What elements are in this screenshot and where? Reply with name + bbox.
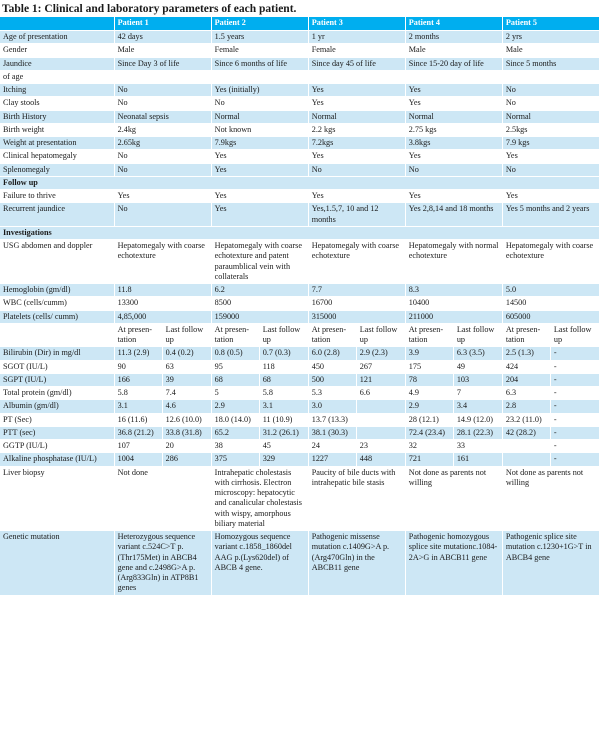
table-cell <box>502 453 550 466</box>
section-heading <box>0 176 600 189</box>
row-label: Platelets (cells/ cumm) <box>0 310 114 323</box>
table-cell: No <box>114 84 211 97</box>
table-cell: - <box>550 387 599 400</box>
table-cell: Male <box>405 44 502 57</box>
table-cell: 42 days <box>114 31 211 44</box>
row-label: Genetic mutation <box>0 531 114 596</box>
table-row <box>0 347 600 360</box>
table-cell: 5 <box>211 387 259 400</box>
table-cell: Hepatomegaly with coarse echotexture <box>502 240 599 284</box>
table-cell: 2 months <box>405 31 502 44</box>
table-cell: Since day 45 of life <box>308 57 405 70</box>
table-cell: 8.3 <box>405 284 502 297</box>
table-cell: 2.75 kgs <box>405 123 502 136</box>
table-cell <box>502 440 550 453</box>
table-row <box>0 310 600 323</box>
table-cell: 448 <box>356 453 405 466</box>
table-cell: Yes <box>405 190 502 203</box>
table-cell: 32 <box>405 440 453 453</box>
row-label: SGPT (IU/L) <box>0 373 114 386</box>
table-cell: Not done <box>114 466 211 531</box>
table-cell: 3.0 <box>308 400 356 413</box>
table-cell: 1.5 years <box>211 31 308 44</box>
section-heading-label: Follow up <box>0 176 600 189</box>
table-cell: No <box>405 163 502 176</box>
table-row <box>0 31 600 44</box>
table-cell: - <box>550 347 599 360</box>
row-label: of age <box>0 70 114 83</box>
row-label: Birth weight <box>0 123 114 136</box>
table-cell: No <box>211 97 308 110</box>
row-label: Weight at presentation <box>0 137 114 150</box>
table-cell: 33.8 (31.8) <box>162 426 211 439</box>
table-cell: 7.2kgs <box>308 137 405 150</box>
table-cell: 1004 <box>114 453 162 466</box>
table-cell: Yes (initially) <box>211 84 308 97</box>
table-cell: Female <box>308 44 405 57</box>
table-cell: Yes <box>308 190 405 203</box>
row-label: Birth History <box>0 110 114 123</box>
section-heading-label: Investigations <box>0 226 600 239</box>
table-cell: 6.3 <box>502 387 550 400</box>
table-cell: 329 <box>259 453 308 466</box>
table-cell: Yes <box>405 84 502 97</box>
at-presentation-label: At presen-tation <box>405 323 453 347</box>
table-cell: 16 (11.6) <box>114 413 162 426</box>
table-row <box>0 123 600 136</box>
table-cell: Since 6 months of life <box>211 57 308 70</box>
table-cell: Yes <box>211 203 308 227</box>
table-cell: 5.3 <box>308 387 356 400</box>
row-label: Liver biopsy <box>0 466 114 531</box>
table-cell: 166 <box>114 373 162 386</box>
row-label: PTT (sec) <box>0 426 114 439</box>
table-cell: Yes <box>114 190 211 203</box>
table-cell: Yes <box>405 97 502 110</box>
table-cell: Yes <box>405 150 502 163</box>
table-cell: 161 <box>453 453 502 466</box>
table-row <box>0 150 600 163</box>
table-cell: 68 <box>211 373 259 386</box>
table-cell: - <box>550 426 599 439</box>
table-cell: Female <box>211 44 308 57</box>
table-cell: 3.4 <box>453 400 502 413</box>
table-cell: Pathogenic splice site mutation c.1230+1G>T in ABCB4 gene <box>502 531 599 596</box>
table-row <box>0 203 600 227</box>
table-cell: Paucity of bile ducts with intrahepatic bile stasis <box>308 466 405 531</box>
table-cell: 121 <box>356 373 405 386</box>
table-cell: Yes,1.5,7, 10 and 12 months <box>308 203 405 227</box>
table-row <box>0 163 600 176</box>
last-follow-up-label: Last follow up <box>259 323 308 347</box>
table-cell: 11 (10.9) <box>259 413 308 426</box>
table-cell: 65.2 <box>211 426 259 439</box>
table-cell <box>308 70 405 83</box>
column-header: Patient 2 <box>211 17 308 31</box>
table-cell: 24 <box>308 440 356 453</box>
table-cell: 14.9 (12.0) <box>453 413 502 426</box>
table-header <box>0 17 600 31</box>
row-label: PT (Sec) <box>0 413 114 426</box>
table-cell: 33 <box>453 440 502 453</box>
table-cell: 450 <box>308 360 356 373</box>
table-cell: 38.1 (30.3) <box>308 426 356 439</box>
table-cell: 13.7 (13.3) <box>308 413 356 426</box>
table-cell: Not done as parents not willing <box>502 466 599 531</box>
table-cell: 6.2 <box>211 284 308 297</box>
last-follow-up-label: Last follow up <box>453 323 502 347</box>
table-row <box>0 426 600 439</box>
table-cell: 7.7 <box>308 284 405 297</box>
row-label: SGOT (IU/L) <box>0 360 114 373</box>
table-cell: 18.0 (14.0) <box>211 413 259 426</box>
column-header: Patient 5 <box>502 17 599 31</box>
lab-subheader <box>0 323 600 347</box>
table-cell: 118 <box>259 360 308 373</box>
table-row <box>0 137 600 150</box>
table-cell: 286 <box>162 453 211 466</box>
table-row <box>0 413 600 426</box>
table-row <box>0 297 600 310</box>
row-label: Hemoglobin (gm/dl) <box>0 284 114 297</box>
row-label: WBC (cells/cumm) <box>0 297 114 310</box>
table-cell: 103 <box>453 373 502 386</box>
table-cell: 3.9 <box>405 347 453 360</box>
at-presentation-label: At presen-tation <box>114 323 162 347</box>
table-cell: 7.9 kgs <box>502 137 599 150</box>
table-cell: No <box>114 97 211 110</box>
table-cell: 90 <box>114 360 162 373</box>
table-cell: 0.7 (0.3) <box>259 347 308 360</box>
table-cell: Male <box>502 44 599 57</box>
row-label: Gender <box>0 44 114 57</box>
table-cell: 605000 <box>502 310 599 323</box>
row-label: USG abdomen and doppler <box>0 240 114 284</box>
table-cell: 78 <box>405 373 453 386</box>
table-cell: - <box>550 400 599 413</box>
row-label: Alkaline phosphatase (IU/L) <box>0 453 114 466</box>
table-cell: Hepatomegaly with normal echotexture <box>405 240 502 284</box>
table-cell <box>356 400 405 413</box>
table-row <box>0 110 600 123</box>
table-row <box>0 190 600 203</box>
table-cell: Not known <box>211 123 308 136</box>
table-cell: - <box>550 413 599 426</box>
table-cell: 68 <box>259 373 308 386</box>
table-cell: 7.9kgs <box>211 137 308 150</box>
row-label: Jaundice <box>0 57 114 70</box>
table-cell: 42 (28.2) <box>502 426 550 439</box>
table-cell: 721 <box>405 453 453 466</box>
row-label: Age of presentation <box>0 31 114 44</box>
last-follow-up-label: Last follow up <box>356 323 405 347</box>
table-cell: No <box>502 97 599 110</box>
table-cell <box>405 70 502 83</box>
table-cell: 6.6 <box>356 387 405 400</box>
last-follow-up-label: Last follow up <box>162 323 211 347</box>
at-presentation-label: At presen-tation <box>308 323 356 347</box>
table-cell: 12.6 (10.0) <box>162 413 211 426</box>
table-row <box>0 466 600 531</box>
table-cell: No <box>502 84 599 97</box>
table-cell: 4.9 <box>405 387 453 400</box>
row-label: Bilirubin (Dir) in mg/dl <box>0 347 114 360</box>
table-cell: 72.4 (23.4) <box>405 426 453 439</box>
table-row <box>0 44 600 57</box>
table-cell: Hepatomegaly with coarse echotexture and patent paraumblical vein with collaterals <box>211 240 308 284</box>
table-cell: Normal <box>502 110 599 123</box>
table-cell: - <box>550 453 599 466</box>
table-cell: No <box>502 163 599 176</box>
table-cell: 175 <box>405 360 453 373</box>
table-cell: 3.1 <box>259 400 308 413</box>
table-row <box>0 531 600 596</box>
table-cell: Hepatomegaly with coarse echotexture <box>114 240 211 284</box>
table-cell: 95 <box>211 360 259 373</box>
table-cell: - <box>550 373 599 386</box>
table-cell: 11.3 (2.9) <box>114 347 162 360</box>
table-cell: - <box>550 440 599 453</box>
table-cell: No <box>114 150 211 163</box>
table-cell: Yes <box>308 84 405 97</box>
table-cell: 1227 <box>308 453 356 466</box>
table-cell: 20 <box>162 440 211 453</box>
table-row <box>0 453 600 466</box>
table-cell: Since 5 months <box>502 57 599 70</box>
table-cell: 63 <box>162 360 211 373</box>
table-cell: Yes <box>308 150 405 163</box>
column-header: Patient 4 <box>405 17 502 31</box>
table-cell: 424 <box>502 360 550 373</box>
table-cell: 8500 <box>211 297 308 310</box>
row-label: Failure to thrive <box>0 190 114 203</box>
table-cell: 0.4 (0.2) <box>162 347 211 360</box>
table-cell: 211000 <box>405 310 502 323</box>
table-row <box>0 57 600 70</box>
row-label: Total protein (gm/dl) <box>0 387 114 400</box>
table-cell: Normal <box>211 110 308 123</box>
table-cell: 7.4 <box>162 387 211 400</box>
table-cell <box>114 70 211 83</box>
table-cell: Yes <box>502 150 599 163</box>
table-row <box>0 284 600 297</box>
table-cell: Heterozygous sequence variant c.524C>T p.(Thr175Met) in ABCB4 gene and c.2498G>A p.(Arg833Gln) in ATP8B1 genes <box>114 531 211 596</box>
table-cell: Normal <box>405 110 502 123</box>
table-cell: 2.5 (1.3) <box>502 347 550 360</box>
table-cell: Yes 2,8,14 and 18 months <box>405 203 502 227</box>
table-cell: Neonatal sepsis <box>114 110 211 123</box>
table-cell: 7 <box>453 387 502 400</box>
table-cell: 204 <box>502 373 550 386</box>
table-cell: 375 <box>211 453 259 466</box>
table-cell: 6.3 (3.5) <box>453 347 502 360</box>
table-cell: Homozygous sequence variant c.1858_1860del AAG p.(Lys620del) of ABCB 4 gene. <box>211 531 308 596</box>
table-cell: 28 (12.1) <box>405 413 453 426</box>
table-cell: 13300 <box>114 297 211 310</box>
table-cell <box>502 70 599 83</box>
row-label: Itching <box>0 84 114 97</box>
table-cell: 11.8 <box>114 284 211 297</box>
table-cell: 4.6 <box>162 400 211 413</box>
table-cell: 2.9 (2.3) <box>356 347 405 360</box>
table-cell: 5.0 <box>502 284 599 297</box>
table-cell: No <box>114 203 211 227</box>
column-header <box>0 17 114 31</box>
table-cell: 2.4kg <box>114 123 211 136</box>
table-cell: 23 <box>356 440 405 453</box>
table-cell: 10400 <box>405 297 502 310</box>
table-row <box>0 70 600 83</box>
table-cell: 3.8kgs <box>405 137 502 150</box>
table-row <box>0 440 600 453</box>
table-cell: Normal <box>308 110 405 123</box>
clinical-parameters-table <box>0 17 600 596</box>
table-row <box>0 84 600 97</box>
table-cell: 2.65kg <box>114 137 211 150</box>
table-cell: 0.8 (0.5) <box>211 347 259 360</box>
table-cell: 2.2 kgs <box>308 123 405 136</box>
table-row <box>0 387 600 400</box>
table-cell: 4,85,000 <box>114 310 211 323</box>
column-header: Patient 3 <box>308 17 405 31</box>
table-row <box>0 373 600 386</box>
table-cell: 159000 <box>211 310 308 323</box>
table-cell: Since Day 3 of life <box>114 57 211 70</box>
table-cell: 23.2 (11.0) <box>502 413 550 426</box>
table-cell: 28.1 (22.3) <box>453 426 502 439</box>
table-row <box>0 240 600 284</box>
table-row <box>0 360 600 373</box>
section-heading <box>0 226 600 239</box>
table-cell: 5.8 <box>259 387 308 400</box>
row-label: Clinical hepatomegaly <box>0 150 114 163</box>
row-label: Recurrent jaundice <box>0 203 114 227</box>
table-cell: 49 <box>453 360 502 373</box>
row-label: Splenomegaly <box>0 163 114 176</box>
last-follow-up-label: Last follow up <box>550 323 599 347</box>
table-cell: 1 yr <box>308 31 405 44</box>
column-header: Patient 1 <box>114 17 211 31</box>
table-cell: No <box>114 163 211 176</box>
table-row <box>0 400 600 413</box>
table-cell: Yes <box>502 190 599 203</box>
row-label: Albumin (gm/dl) <box>0 400 114 413</box>
table-cell: 6.0 (2.8) <box>308 347 356 360</box>
table-cell <box>211 70 308 83</box>
table-cell: 36.8 (21.2) <box>114 426 162 439</box>
at-presentation-label: At presen-tation <box>502 323 550 347</box>
table-cell: No <box>308 163 405 176</box>
table-cell: 2.9 <box>405 400 453 413</box>
table-cell: Yes 5 months and 2 years <box>502 203 599 227</box>
table-cell: 107 <box>114 440 162 453</box>
row-label: Clay stools <box>0 97 114 110</box>
table-cell: Pathogenic homozygous splice site mutationc.1084-2A>G in ABCB11 gene <box>405 531 502 596</box>
table-cell: Since 15-20 day of life <box>405 57 502 70</box>
table-cell: 500 <box>308 373 356 386</box>
table-cell: 31.2 (26.1) <box>259 426 308 439</box>
table-cell: 45 <box>259 440 308 453</box>
table-cell: 39 <box>162 373 211 386</box>
table-cell: 3.1 <box>114 400 162 413</box>
table-cell: Intrahepatic cholestasis with cirrhosis. Electron microscopy: hepatocytic and canalicular cholestasis with wispy, amorphous biliary material <box>211 466 308 531</box>
table-cell: 38 <box>211 440 259 453</box>
table-cell: - <box>550 360 599 373</box>
table-cell: 16700 <box>308 297 405 310</box>
table-title: Table 1: Clinical and laboratory parameters of each patient. <box>2 3 297 15</box>
table-cell: Yes <box>211 163 308 176</box>
table-cell: Hepatomegaly with coarse echotexture <box>308 240 405 284</box>
table-cell: Yes <box>211 150 308 163</box>
table-cell: 2.9 <box>211 400 259 413</box>
table-cell: Pathogenic missense mutation c.1409G>A p.(Arg470Gln) in the ABCB11 gene <box>308 531 405 596</box>
table-cell: Not done as parents not willing <box>405 466 502 531</box>
row-label: GGTP (IU/L) <box>0 440 114 453</box>
table-cell: Male <box>114 44 211 57</box>
table-cell: Yes <box>308 97 405 110</box>
table-cell: 2.5kgs <box>502 123 599 136</box>
table-cell: 5.8 <box>114 387 162 400</box>
table-cell <box>356 413 405 426</box>
table-row <box>0 97 600 110</box>
at-presentation-label: At presen-tation <box>211 323 259 347</box>
table-cell <box>356 426 405 439</box>
table-cell: 14500 <box>502 297 599 310</box>
table-cell: 315000 <box>308 310 405 323</box>
table-cell: 2 yrs <box>502 31 599 44</box>
table-cell: 2.8 <box>502 400 550 413</box>
table-cell: 267 <box>356 360 405 373</box>
table-cell: Yes <box>211 190 308 203</box>
row-label <box>0 323 114 347</box>
